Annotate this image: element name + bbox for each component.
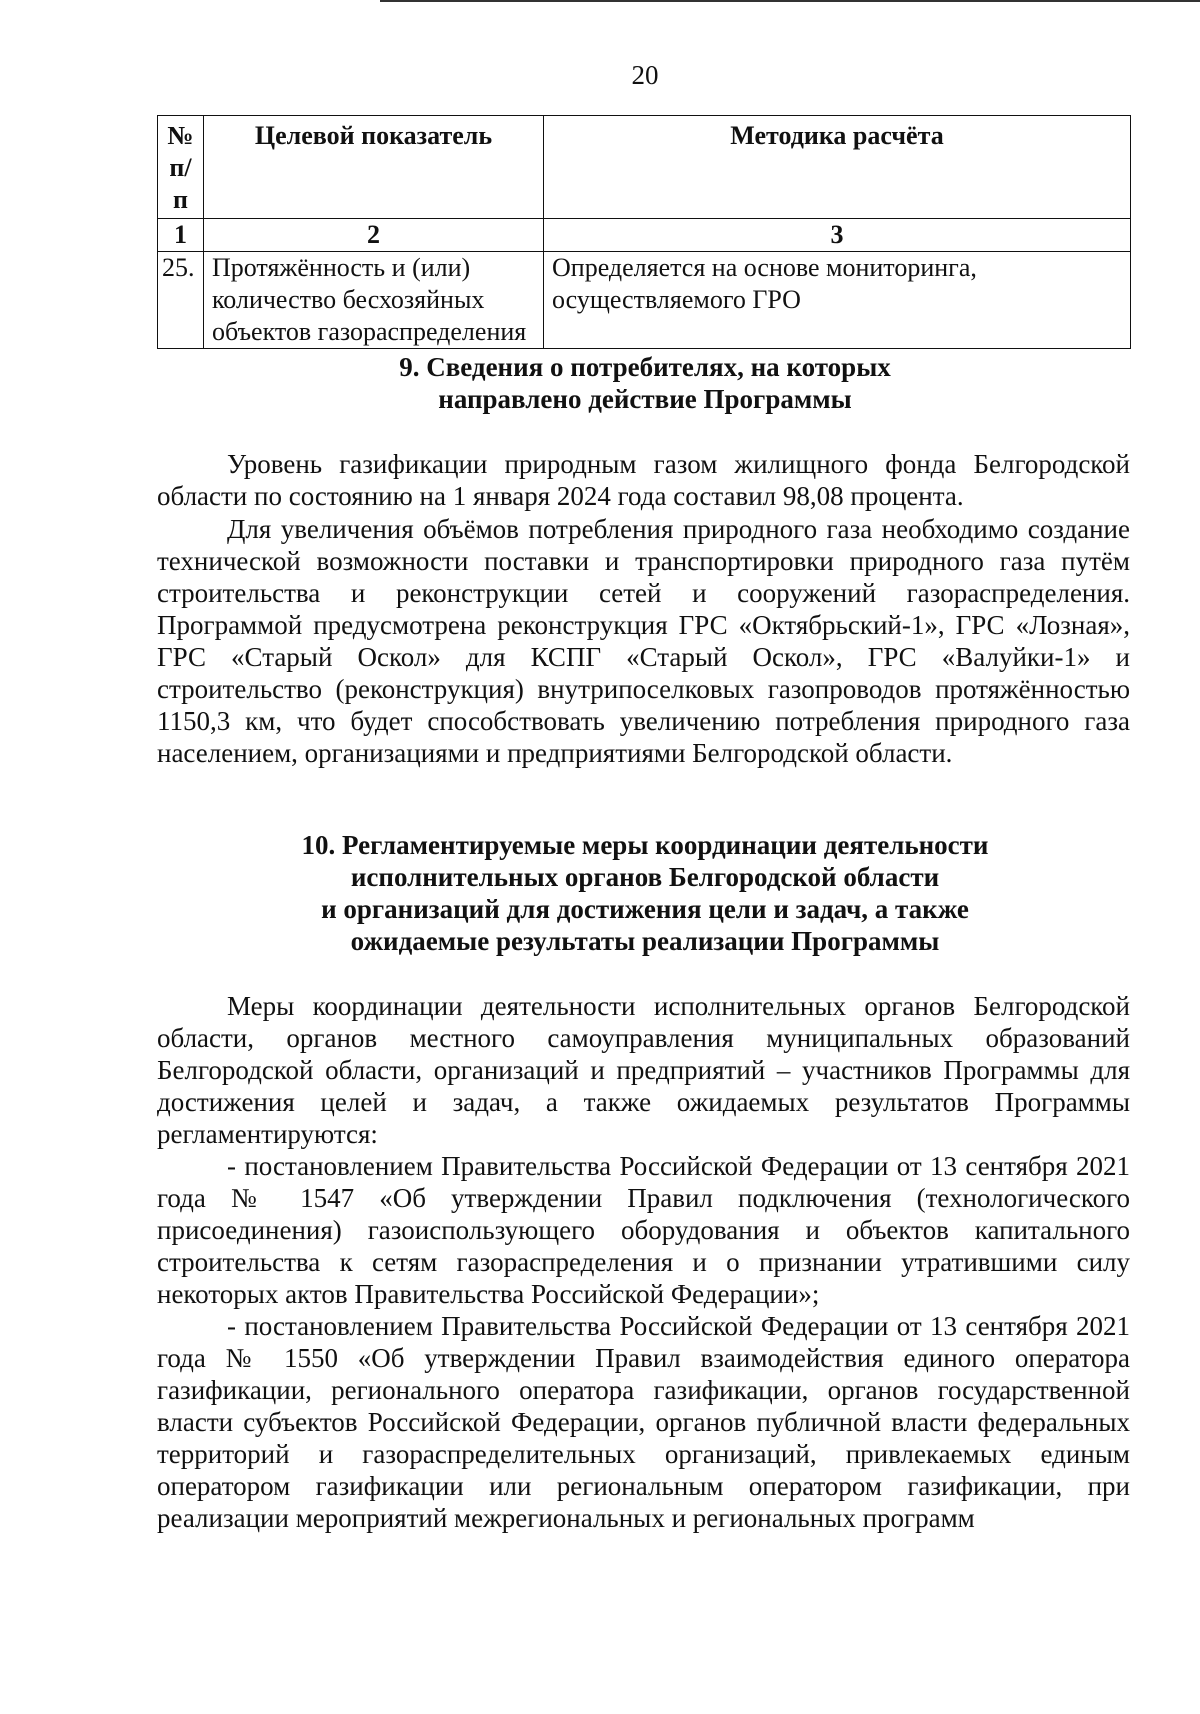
header-method: Методика расчёта [544,116,1131,219]
page-number: 20 [631,60,659,90]
header-number: № п/п [158,116,204,219]
top-rule [380,0,1200,2]
header-indicator: Целевой показатель [204,116,544,219]
section9-paragraph: Уровень газификации природным газом жилищного фонда Белгородской области по состоянию на 1 января 2024 года составил 98,08 процента. [157,449,1130,511]
section10-heading-line: исполнительных органов Белгородской области [350,862,940,892]
column-number-row [158,219,1131,252]
table-row [158,252,1131,349]
column-number: 2 [204,219,544,252]
column-number: 1 [158,219,204,252]
section10-heading-line: ожидаемые результаты реализации Программы [350,926,940,956]
section10-heading-line: 10. Регламентируемые меры координации деятельности [301,830,989,860]
section10-list-item: - постановлением Правительства Российской Федерации от 13 сентября 2021 года № 1547 «Об утверждении Правил подключения (технологического присоединения) газоиспользующего оборудования и объектов капитального строительства к сетям газораспределения и о признании утратившими силу некоторых актов Правительства Российской Федерации»; [157,1151,1130,1309]
section10-paragraph: Меры координации деятельности исполнительных органов Белгородской области, органов местного самоуправления муниципальных образований Белгородской области, организаций и предприятий – участников Программы для достижения целей и задач, а также ожидаемых результатов Программы регламентируются: [157,991,1130,1149]
table-header-row [158,116,1131,219]
section10-heading-line: и организаций для достижения цели и задач, а также [321,894,969,924]
section9-heading [160,351,1130,415]
section9-paragraph: Для увеличения объёмов потребления природного газа необходимо создание технической возможности поставки и транспортировки природного газа путём строительства и реконструкции сетей и сооружений газораспределения. Программой предусмотрена реконструкция ГРС «Октябрьский-1», ГРС «Лозная», ГРС «Старый Оскол» для КСПГ «Старый Оскол», ГРС «Валуйки-1» и строительство (реконструкция) внутрипоселковых газопроводов протяжённостью 1150,3 км, что будет способствовать увеличению потребления природного газа населением, организациями и предприятиями Белгородской области. [157,514,1130,768]
row-number: 25. [158,252,204,349]
row-indicator: Протяжённость и (или) количество бесхозяйных объектов газораспределения [204,252,544,349]
column-number: 3 [544,219,1131,252]
section10-heading [160,829,1130,957]
section9-heading-line: направлено действие Программы [438,384,852,414]
row-method: Определяется на основе мониторинга, осуществляемого ГРО [544,252,1131,349]
section9-heading-line: 9. Сведения о потребителях, на которых [399,352,891,382]
indicators-table [157,115,1131,349]
section10-list-item: - постановлением Правительства Российской Федерации от 13 сентября 2021 года № 1550 «Об утверждении Правил взаимодействия единого оператора газификации, регионального оператора газификации, органов государственной власти субъектов Российской Федерации, органов публичной власти федеральных территорий и газораспределительных организаций, привлекаемых единым оператором газификации или региональным оператором газификации, при реализации мероприятий межрегиональных и региональных программ [157,1311,1130,1533]
